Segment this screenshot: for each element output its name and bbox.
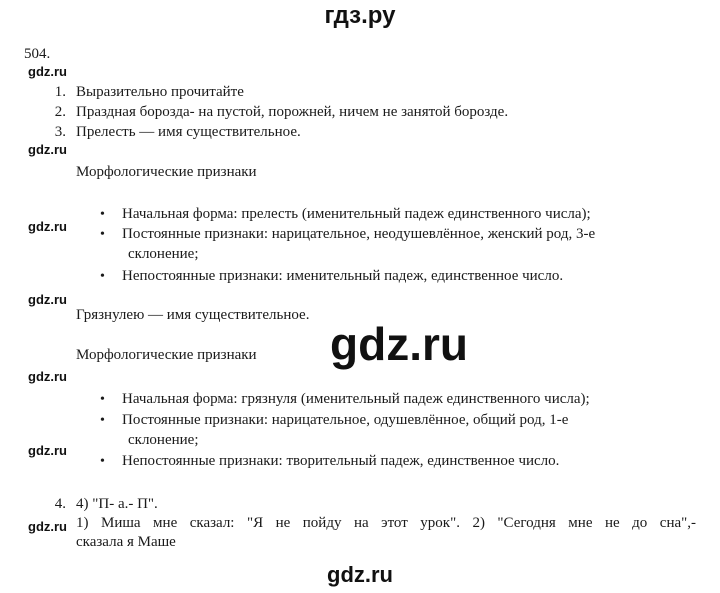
bullet-text: Начальная форма: прелесть (именительный падеж единственного числа); (122, 206, 591, 222)
section2-bullet-3 (100, 451, 559, 472)
bullet-text: Постоянные признаки: нарицательное, одушевлённое, общий род, 1-е (122, 412, 569, 428)
section1-bullet-3 (100, 266, 563, 287)
watermark-4: gdz.ru (28, 292, 67, 307)
bullet-icon: • (100, 269, 105, 284)
watermark-5: gdz.ru (28, 369, 67, 384)
bullet-text: Постоянные признаки: нарицательное, неодушевлённое, женский род, 3-е (122, 226, 596, 242)
list-item-2 (44, 102, 508, 122)
bullet-text: Непостоянные признаки: именительный падеж, единственное число. (122, 268, 564, 284)
list-item-number: 2. (54, 104, 66, 120)
section1-bullet-2 (100, 224, 595, 245)
list-item-number: 1. (54, 84, 66, 100)
section2-bullet-2 (100, 410, 568, 431)
section1-heading: Морфологические признаки (76, 164, 257, 180)
bullet-icon: • (100, 392, 105, 407)
example-line-2: сказала я Маше (76, 534, 176, 550)
large-watermark: gdz.ru (330, 318, 468, 370)
footer-watermark: gdz.ru (327, 562, 393, 587)
scheme-text: 4) "П- а.- П". (76, 496, 158, 512)
bullet-icon: • (100, 413, 105, 428)
bullet-icon: • (100, 454, 105, 469)
section1-bullet-2-cont: склонение; (128, 246, 199, 262)
section2-bullet-1 (100, 389, 590, 410)
watermark-3: gdz.ru (28, 219, 67, 234)
list-item-text: Прелесть — имя существительное. (76, 124, 301, 140)
section2-heading: Морфологические признаки (76, 347, 257, 363)
bullet-icon: • (100, 207, 105, 222)
watermark-1: gdz.ru (28, 64, 67, 79)
list-item-number: 3. (54, 124, 66, 140)
list-item-4 (44, 494, 158, 514)
watermark-6: gdz.ru (28, 443, 67, 458)
watermark-2: gdz.ru (28, 142, 67, 157)
list-item-3 (44, 122, 301, 142)
example-line-1: 1) Миша мне сказал: "Я не пойду на этот урок". 2) "Сегодня мне не до сна",- (76, 515, 696, 531)
list-item-text: Праздная борозда- на пустой, порожней, ничем не занятой борозде. (76, 104, 509, 120)
section2-bullet-2-cont: склонение; (128, 432, 199, 448)
watermark-7: gdz.ru (28, 519, 67, 534)
list-item-text: Выразительно прочитайте (76, 84, 244, 100)
bullet-icon: • (100, 227, 105, 242)
section1-bullet-1 (100, 204, 591, 225)
task-number: 504. (24, 46, 51, 62)
bullet-text: Начальная форма: грязнуля (именительный падеж единственного числа); (122, 391, 590, 407)
list-item-1 (44, 82, 244, 102)
bullet-text: Непостоянные признаки: творительный падеж, единственное число. (122, 453, 560, 469)
word2-line: Грязнулею — имя существительное. (76, 307, 310, 323)
site-title: гдз.ру (324, 2, 396, 29)
list-item-number: 4. (54, 496, 66, 512)
